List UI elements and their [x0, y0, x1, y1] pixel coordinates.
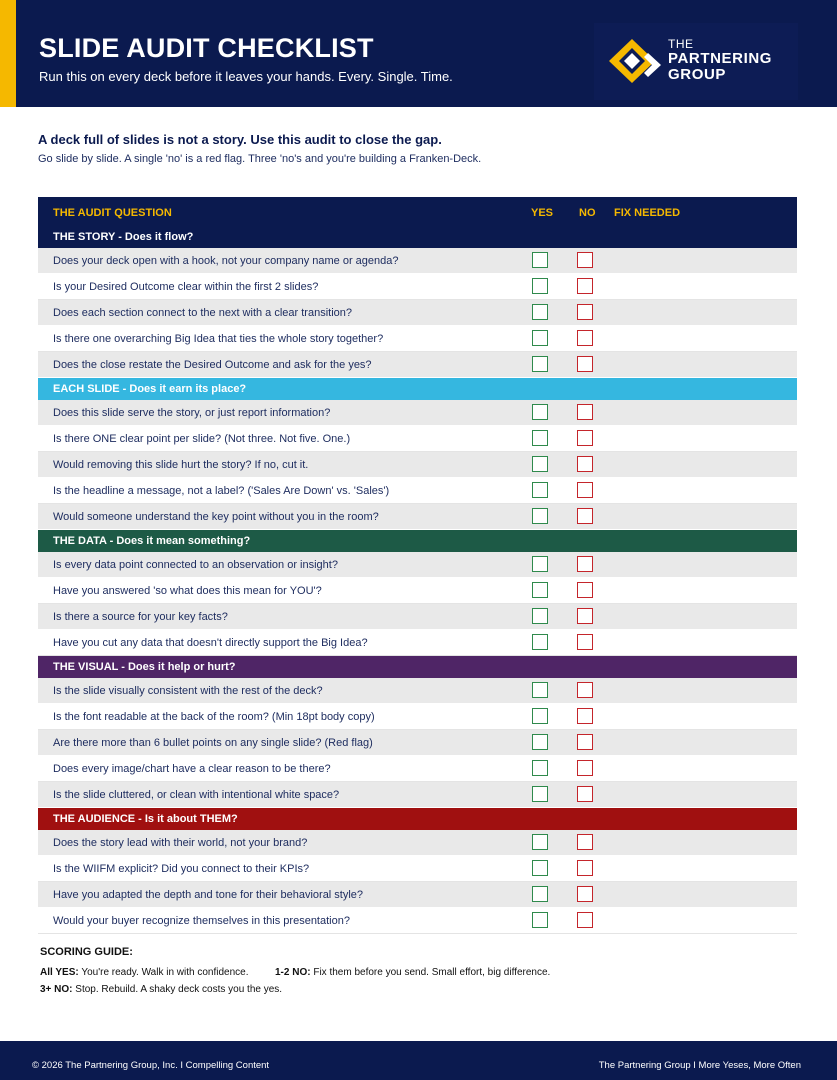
no-checkbox[interactable] [577, 278, 593, 294]
table-row [38, 274, 797, 300]
no-checkbox[interactable] [577, 404, 593, 420]
page-title: SLIDE AUDIT CHECKLIST [39, 33, 374, 63]
company-logo [594, 23, 798, 100]
yes-checkbox[interactable] [532, 886, 548, 902]
no-checkbox[interactable] [577, 330, 593, 346]
audit-question: Would someone understand the key point without you in the room? [53, 511, 379, 523]
fix-needed-cell[interactable] [608, 678, 788, 703]
no-checkbox[interactable] [577, 886, 593, 902]
no-checkbox[interactable] [577, 760, 593, 776]
section-title: THE STORY - Does it flow? [53, 231, 194, 243]
no-checkbox[interactable] [577, 682, 593, 698]
audit-question: Are there more than 6 bullet points on any single slide? (Red flag) [53, 737, 373, 749]
scoring-one-two-text: Fix them before you send. Small effort, big difference. [313, 967, 551, 978]
audit-question: Is every data point connected to an observation or insight? [53, 559, 338, 571]
no-checkbox[interactable] [577, 708, 593, 724]
table-row [38, 578, 797, 604]
fix-needed-cell[interactable] [608, 578, 788, 603]
fix-needed-cell[interactable] [608, 352, 788, 377]
no-checkbox[interactable] [577, 430, 593, 446]
audit-question: Is the headline a message, not a label? ('Sales Are Down' vs. 'Sales') [53, 485, 390, 497]
yes-checkbox[interactable] [532, 834, 548, 850]
table-header [38, 197, 797, 226]
audit-question: Does every image/chart have a clear reason to be there? [53, 763, 331, 775]
intro-headline: A deck full of slides is not a story. Use this audit to close the gap. [38, 132, 442, 147]
audit-question: Is there one overarching Big Idea that ties the whole story together? [53, 333, 384, 345]
yes-checkbox[interactable] [532, 456, 548, 472]
audit-question: Would removing this slide hurt the story? If no, cut it. [53, 459, 309, 471]
no-checkbox[interactable] [577, 734, 593, 750]
yes-checkbox[interactable] [532, 734, 548, 750]
fix-needed-cell[interactable] [608, 400, 788, 425]
table-row [38, 782, 797, 808]
audit-question: Does the story lead with their world, not your brand? [53, 837, 308, 849]
section-title: THE AUDIENCE - Is it about THEM? [53, 813, 238, 825]
fix-needed-cell[interactable] [608, 326, 788, 351]
page-footer [0, 1041, 837, 1080]
logo-text-partnering: PARTNERING [668, 50, 773, 67]
section-title: THE DATA - Does it mean something? [53, 535, 251, 547]
no-checkbox[interactable] [577, 912, 593, 928]
audit-question: Is the slide cluttered, or clean with intentional white space? [53, 789, 340, 801]
audit-table [38, 197, 797, 940]
scoring-guide-title: SCORING GUIDE: [40, 946, 133, 958]
section-title: EACH SLIDE - Does it earn its place? [53, 383, 247, 395]
audit-question: Is the WIIFM explicit? Did you connect to their KPIs? [53, 863, 310, 875]
no-checkbox[interactable] [577, 834, 593, 850]
scoring-all-yes [40, 967, 249, 978]
audit-question: Does the close restate the Desired Outcome and ask for the yes? [53, 359, 372, 371]
yes-checkbox[interactable] [532, 556, 548, 572]
fix-needed-cell[interactable] [608, 756, 788, 781]
audit-question: Is your Desired Outcome clear within the first 2 slides? [53, 281, 319, 293]
no-checkbox[interactable] [577, 634, 593, 650]
no-checkbox[interactable] [577, 508, 593, 524]
column-header-fix-needed: FIX NEEDED [614, 207, 681, 219]
fix-needed-cell[interactable] [608, 504, 788, 529]
section-header [38, 530, 797, 552]
fix-needed-cell[interactable] [608, 604, 788, 629]
yes-checkbox[interactable] [532, 278, 548, 294]
section-title: THE VISUAL - Does it help or hurt? [53, 661, 236, 673]
table-row [38, 552, 797, 578]
section-header [38, 656, 797, 678]
yes-checkbox[interactable] [532, 912, 548, 928]
section-header [38, 226, 797, 248]
table-body [38, 226, 797, 934]
no-checkbox[interactable] [577, 608, 593, 624]
column-header-no: NO [579, 207, 596, 219]
scoring-all-yes-label: All YES: [40, 967, 79, 978]
audit-question: Have you cut any data that doesn't directly support the Big Idea? [53, 637, 368, 649]
audit-question: Have you adapted the depth and tone for their behavioral style? [53, 889, 364, 901]
yes-checkbox[interactable] [532, 786, 548, 802]
table-row [38, 504, 797, 530]
column-header-yes: YES [531, 207, 554, 219]
table-row [38, 604, 797, 630]
no-checkbox[interactable] [577, 582, 593, 598]
fix-needed-cell[interactable] [608, 426, 788, 451]
yes-checkbox[interactable] [532, 608, 548, 624]
audit-question: Does your deck open with a hook, not your company name or agenda? [53, 255, 399, 267]
table-row [38, 248, 797, 274]
audit-question: Is the font readable at the back of the room? (Min 18pt body copy) [53, 711, 375, 723]
fix-needed-cell[interactable] [608, 856, 788, 881]
fix-needed-cell[interactable] [608, 630, 788, 655]
yes-checkbox[interactable] [532, 582, 548, 598]
audit-question: Is there ONE clear point per slide? (Not three. Not five. One.) [53, 433, 351, 445]
fix-needed-cell[interactable] [608, 300, 788, 325]
yes-checkbox[interactable] [532, 304, 548, 320]
fix-needed-cell[interactable] [608, 730, 788, 755]
scoring-three-plus-no [40, 984, 282, 995]
table-row [38, 300, 797, 326]
table-row [38, 756, 797, 782]
audit-question: Is there a source for your key facts? [53, 611, 228, 623]
table-row [38, 704, 797, 730]
table-row [38, 882, 797, 908]
no-checkbox[interactable] [577, 456, 593, 472]
header-accent-bar [0, 0, 16, 107]
no-checkbox[interactable] [577, 860, 593, 876]
fix-needed-cell[interactable] [608, 274, 788, 299]
table-row [38, 426, 797, 452]
fix-needed-cell[interactable] [608, 782, 788, 807]
section-header [38, 808, 797, 830]
fix-needed-cell[interactable] [608, 908, 788, 933]
yes-checkbox[interactable] [532, 682, 548, 698]
fix-needed-cell[interactable] [608, 452, 788, 477]
scoring-all-yes-text: You're ready. Walk in with confidence. [81, 967, 249, 978]
fix-needed-cell[interactable] [608, 248, 788, 273]
no-checkbox[interactable] [577, 304, 593, 320]
fix-needed-cell[interactable] [608, 552, 788, 577]
yes-checkbox[interactable] [532, 760, 548, 776]
yes-checkbox[interactable] [532, 860, 548, 876]
audit-question: Have you answered 'so what does this mean for YOU'? [53, 585, 322, 597]
audit-question: Would your buyer recognize themselves in this presentation? [53, 915, 350, 927]
table-row [38, 908, 797, 934]
scoring-three-plus-label: 3+ NO: [40, 984, 73, 995]
table-row [38, 452, 797, 478]
intro-body: Go slide by slide. A single 'no' is a red flag. Three 'no's and you're building a Franken-Deck. [38, 153, 482, 165]
yes-checkbox[interactable] [532, 430, 548, 446]
audit-question: Is the slide visually consistent with the rest of the deck? [53, 685, 323, 697]
table-row [38, 478, 797, 504]
table-row [38, 326, 797, 352]
table-row [38, 856, 797, 882]
no-checkbox[interactable] [577, 482, 593, 498]
yes-checkbox[interactable] [532, 508, 548, 524]
no-checkbox[interactable] [577, 786, 593, 802]
no-checkbox[interactable] [577, 252, 593, 268]
fix-needed-cell[interactable] [608, 882, 788, 907]
yes-checkbox[interactable] [532, 404, 548, 420]
yes-checkbox[interactable] [532, 330, 548, 346]
yes-checkbox[interactable] [532, 356, 548, 372]
logo-text-the: THE [668, 37, 694, 51]
table-row [38, 730, 797, 756]
page-header [0, 0, 837, 107]
scoring-one-two-label: 1-2 NO: [275, 967, 311, 978]
audit-question: Does each section connect to the next with a clear transition? [53, 307, 353, 319]
column-header-question: THE AUDIT QUESTION [53, 207, 172, 219]
yes-checkbox[interactable] [532, 634, 548, 650]
table-row [38, 352, 797, 378]
yes-checkbox[interactable] [532, 252, 548, 268]
section-header [38, 378, 797, 400]
yes-checkbox[interactable] [532, 708, 548, 724]
table-row [38, 830, 797, 856]
table-row [38, 630, 797, 656]
no-checkbox[interactable] [577, 556, 593, 572]
fix-needed-cell[interactable] [608, 704, 788, 729]
fix-needed-cell[interactable] [608, 830, 788, 855]
fix-needed-cell[interactable] [608, 478, 788, 503]
footer-tagline: The Partnering Group I More Yeses, More Often [598, 1060, 801, 1071]
footer-copyright: © 2026 The Partnering Group, Inc. I Compelling Content [32, 1060, 270, 1071]
scoring-one-two-no [275, 967, 550, 978]
scoring-three-plus-text: Stop. Rebuild. A shaky deck costs you the yes. [75, 984, 283, 995]
table-row [38, 678, 797, 704]
no-checkbox[interactable] [577, 356, 593, 372]
audit-question: Does this slide serve the story, or just report information? [53, 407, 331, 419]
page-subtitle: Run this on every deck before it leaves your hands. Every. Single. Time. [39, 69, 453, 84]
yes-checkbox[interactable] [532, 482, 548, 498]
logo-text-group: GROUP [668, 66, 727, 83]
table-row [38, 400, 797, 426]
diamond-logo-icon [608, 38, 664, 84]
